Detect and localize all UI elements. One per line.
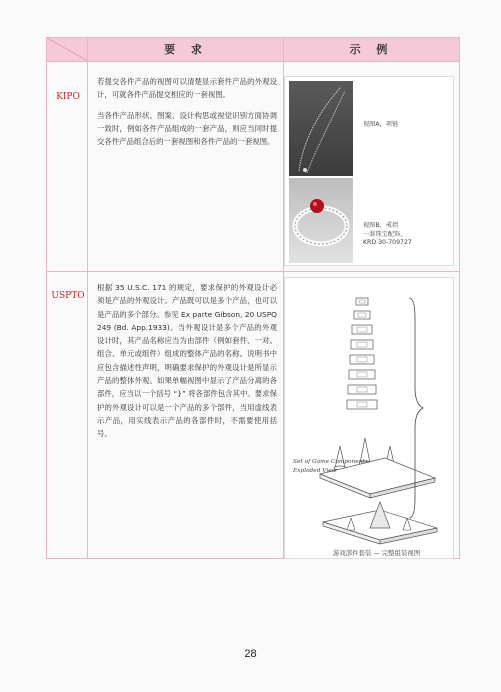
kipo-example-box (284, 76, 454, 266)
necklace-image (289, 81, 353, 176)
uspto-paragraph-1: 根据 35 U.S.C. 171 的规定，要求保护的外观设计必须是产品的外观设计。产品既可以是多个产品，也可以是产品的多个部分。参见 Ex parte Gibson, 20 USPQ 249 (Bd. App.1933)。当外观设计是多个产品的外观设计时，其产品名称应当为由部件（例如套件、一对、组合、单元或组件）组成的整体产品的名称。说明书中应包含描述性声明，明确要求保护的外观设计是所显示产品的整体外观。如果单幅视图中显示了产品分离的各部件，应当以一个括号 “}” 将各部件包含其中。要求保护的外观设计可以是一个产品的多个部件，当用虚线表示产品，用实线表示产品的各部件时，不需要使用括号。 (97, 283, 277, 439)
kipo-caption-b: 视图B，戒指 一套珠宝配饰， KRD 30-709727 (363, 222, 412, 246)
org-uspto: USPTO (51, 291, 85, 301)
uspto-requirement-text (97, 281, 277, 448)
kipo-paragraph-1: 若提交各件产品的视图可以清楚显示套件产品的外观设计，可就各件产品提交相应的一套视图。 (97, 77, 277, 100)
page-number: 28 (244, 648, 257, 660)
uspto-example-box (284, 277, 454, 559)
kipo-paragraph-2: 当各件产品形状、图案、设计构思或视觉识别方面协调一致时，例如各件产品组成的一套产品，则应当同时提交各件产品组合后的一套视图和各件产品的一套视图。 (97, 110, 277, 147)
header-corner-cell (47, 38, 88, 61)
header-requirement: 要 求 (164, 43, 208, 56)
comparison-table (46, 37, 460, 559)
kipo-caption-a: 视图A，项链 (363, 121, 399, 128)
ring-image (289, 178, 353, 263)
uspto-figure-label: Set of Game Components- Exploded View (293, 459, 370, 474)
header-example: 示 例 (349, 43, 394, 56)
row-divider (47, 61, 459, 62)
game-components-figure (285, 278, 453, 558)
row-divider (47, 271, 459, 272)
org-kipo: KIPO (56, 92, 80, 102)
uspto-caption: 游戏部件套装 — 完整组装视图 (333, 549, 421, 557)
column-divider (87, 38, 88, 558)
kipo-requirement-text (97, 75, 277, 155)
